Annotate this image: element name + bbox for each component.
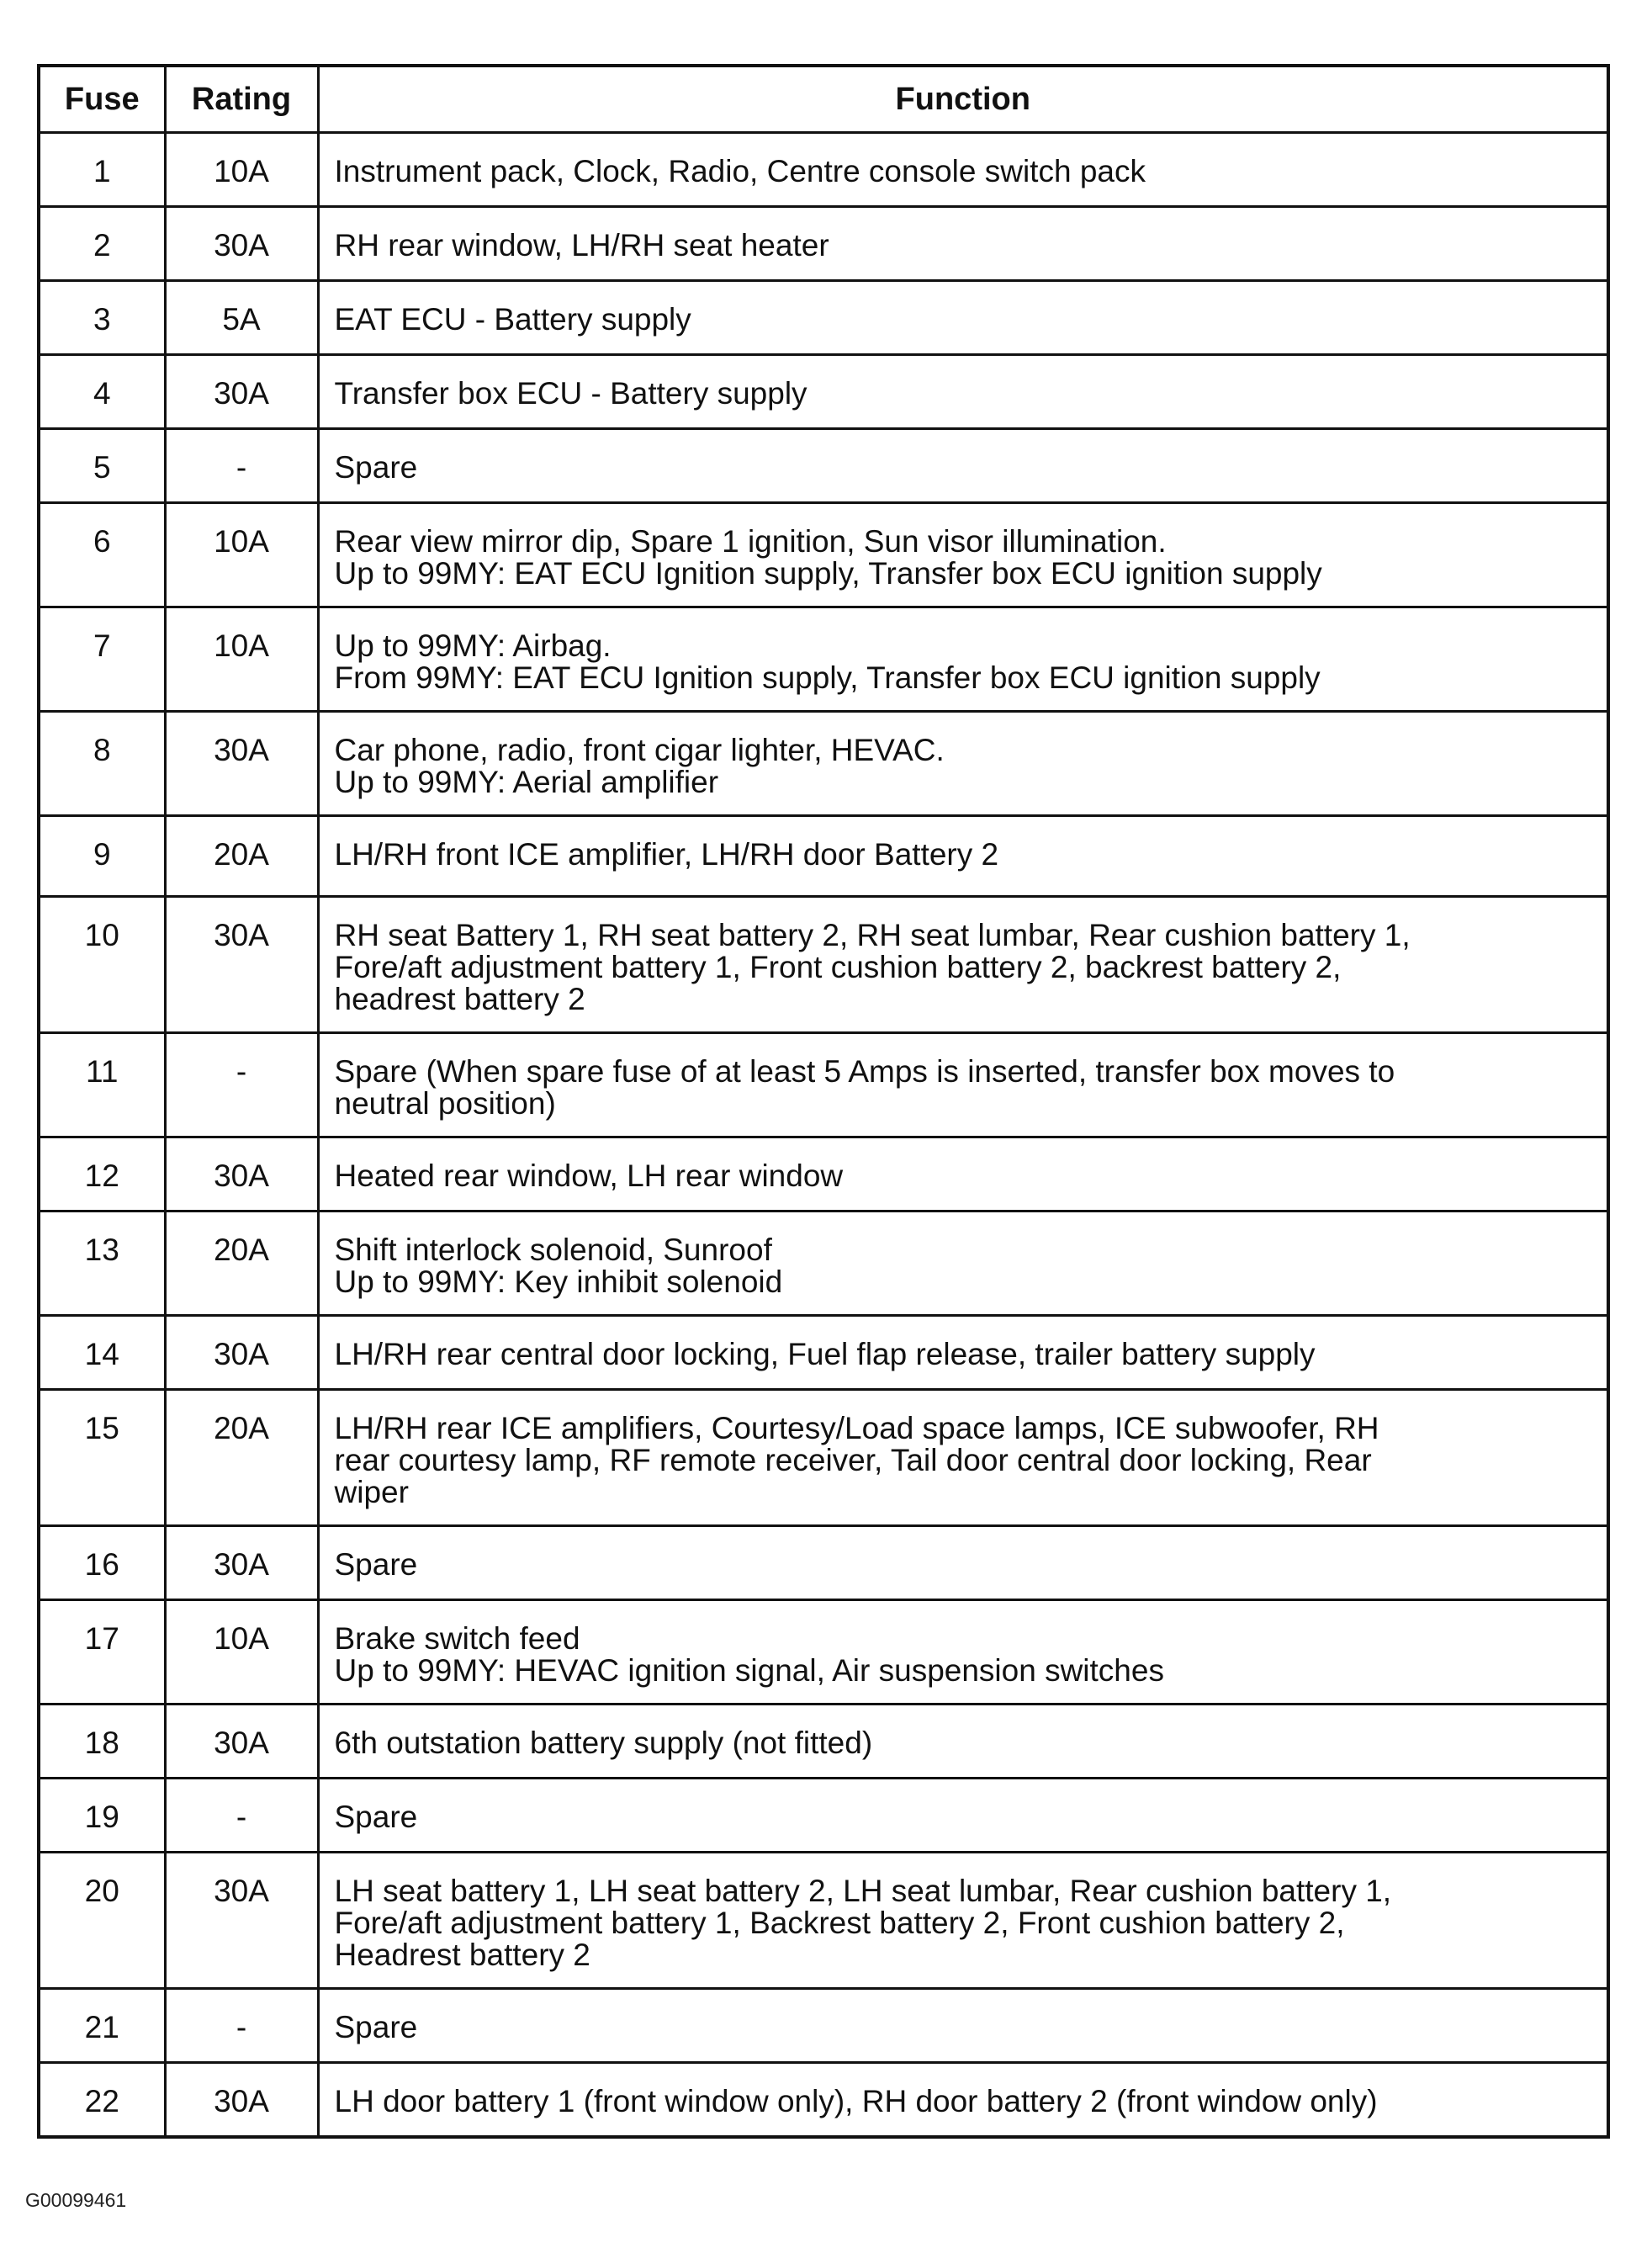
- fuse-rating: 20A: [165, 1390, 318, 1526]
- fuse-rating: 30A: [165, 207, 318, 281]
- fuse-function: Spare: [318, 1989, 1608, 2063]
- fuse-rating: 10A: [165, 607, 318, 712]
- fuse-function: Shift interlock solenoid, Sunroof Up to 99MY: Key inhibit solenoid: [318, 1212, 1608, 1316]
- fuse-function: 6th outstation battery supply (not fitted): [318, 1705, 1608, 1779]
- fuse-rating: 30A: [165, 1705, 318, 1779]
- table-row: [39, 1705, 1608, 1779]
- fuse-function: LH/RH rear ICE amplifiers, Courtesy/Load space lamps, ICE subwoofer, RH rear courtesy lamp, RF remote receiver, Tail door central door locking, Rear wiper: [318, 1390, 1608, 1526]
- fuse-number: 19: [39, 1779, 165, 1853]
- table-row: [39, 281, 1608, 355]
- fuse-rating: 5A: [165, 281, 318, 355]
- fuse-number: 9: [39, 816, 165, 897]
- fuse-number: 15: [39, 1390, 165, 1526]
- fuse-rating: 30A: [165, 712, 318, 816]
- fuse-function: EAT ECU - Battery supply: [318, 281, 1608, 355]
- fuse-function: Brake switch feed Up to 99MY: HEVAC ignition signal, Air suspension switches: [318, 1600, 1608, 1705]
- fuse-rating: 30A: [165, 1316, 318, 1390]
- table-row: [39, 207, 1608, 281]
- fuse-rating: 30A: [165, 355, 318, 429]
- fuse-function: Spare (When spare fuse of at least 5 Amps is inserted, transfer box moves to neutral position): [318, 1033, 1608, 1137]
- fuse-number: 20: [39, 1853, 165, 1989]
- fuse-number: 10: [39, 897, 165, 1033]
- fuse-rating: 10A: [165, 1600, 318, 1705]
- fuse-function: LH/RH front ICE amplifier, LH/RH door Battery 2: [318, 816, 1608, 897]
- fuse-rating: -: [165, 1779, 318, 1853]
- table-row: [39, 133, 1608, 207]
- fuse-number: 3: [39, 281, 165, 355]
- fuse-number: 13: [39, 1212, 165, 1316]
- table-row: [39, 1989, 1608, 2063]
- fuse-function: Car phone, radio, front cigar lighter, HEVAC. Up to 99MY: Aerial amplifier: [318, 712, 1608, 816]
- fuse-rating: 20A: [165, 1212, 318, 1316]
- fuse-function: Spare: [318, 1526, 1608, 1600]
- table-row: [39, 607, 1608, 712]
- fuse-rating: 30A: [165, 897, 318, 1033]
- table-row: [39, 2063, 1608, 2137]
- header-fuse: Fuse: [39, 66, 165, 133]
- fuse-number: 14: [39, 1316, 165, 1390]
- fuse-rating: -: [165, 1989, 318, 2063]
- fuse-function: LH/RH rear central door locking, Fuel flap release, trailer battery supply: [318, 1316, 1608, 1390]
- table-row: [39, 712, 1608, 816]
- table-row: [39, 355, 1608, 429]
- table-row: [39, 503, 1608, 607]
- fuse-number: 5: [39, 429, 165, 503]
- table-row: [39, 1526, 1608, 1600]
- table-body: [39, 133, 1608, 2137]
- table-row: [39, 1853, 1608, 1989]
- table-row: [39, 1316, 1608, 1390]
- table-row: [39, 1600, 1608, 1705]
- fuse-function: Spare: [318, 429, 1608, 503]
- fuse-function: Up to 99MY: Airbag. From 99MY: EAT ECU Ignition supply, Transfer box ECU ignition supply: [318, 607, 1608, 712]
- fuse-number: 12: [39, 1137, 165, 1212]
- fuse-number: 22: [39, 2063, 165, 2137]
- table-row: [39, 1137, 1608, 1212]
- fuse-rating: 30A: [165, 1526, 318, 1600]
- fuse-number: 21: [39, 1989, 165, 2063]
- fuse-rating: -: [165, 1033, 318, 1137]
- fuse-function: Heated rear window, LH rear window: [318, 1137, 1608, 1212]
- fuse-number: 18: [39, 1705, 165, 1779]
- fuse-number: 8: [39, 712, 165, 816]
- header-function: Function: [318, 66, 1608, 133]
- fuse-number: 17: [39, 1600, 165, 1705]
- fuse-function: RH seat Battery 1, RH seat battery 2, RH seat lumbar, Rear cushion battery 1, Fore/aft adjustment battery 1, Front cushion battery 2, backrest battery 2, headrest battery 2: [318, 897, 1608, 1033]
- fuse-number: 1: [39, 133, 165, 207]
- fuse-rating: 30A: [165, 2063, 318, 2137]
- fuse-rating: -: [165, 429, 318, 503]
- fuse-function: LH seat battery 1, LH seat battery 2, LH seat lumbar, Rear cushion battery 1, Fore/aft adjustment battery 1, Backrest battery 2, Front cushion battery 2, Headrest battery 2: [318, 1853, 1608, 1989]
- fuse-number: 2: [39, 207, 165, 281]
- fuse-number: 7: [39, 607, 165, 712]
- header-row: [39, 66, 1608, 133]
- fuse-number: 16: [39, 1526, 165, 1600]
- fuse-function: RH rear window, LH/RH seat heater: [318, 207, 1608, 281]
- fuse-function: Transfer box ECU - Battery supply: [318, 355, 1608, 429]
- fuse-function: Spare: [318, 1779, 1608, 1853]
- table-row: [39, 1033, 1608, 1137]
- table-row: [39, 429, 1608, 503]
- fuse-function: LH door battery 1 (front window only), RH door battery 2 (front window only): [318, 2063, 1608, 2137]
- fuse-rating: 30A: [165, 1853, 318, 1989]
- table-row: [39, 1212, 1608, 1316]
- header-rating: Rating: [165, 66, 318, 133]
- fuse-number: 4: [39, 355, 165, 429]
- table-row: [39, 1779, 1608, 1853]
- fuse-rating: 30A: [165, 1137, 318, 1212]
- fuse-rating: 10A: [165, 133, 318, 207]
- table-row: [39, 1390, 1608, 1526]
- fuse-function: Instrument pack, Clock, Radio, Centre console switch pack: [318, 133, 1608, 207]
- fuse-number: 11: [39, 1033, 165, 1137]
- fuse-table: [37, 64, 1610, 2139]
- table-row: [39, 816, 1608, 897]
- fuse-function: Rear view mirror dip, Spare 1 ignition, Sun visor illumination. Up to 99MY: EAT ECU Ignition supply, Transfer box ECU ignition supply: [318, 503, 1608, 607]
- fuse-rating: 10A: [165, 503, 318, 607]
- figure-code: G00099461: [25, 2189, 127, 2211]
- fuse-rating: 20A: [165, 816, 318, 897]
- table-row: [39, 897, 1608, 1033]
- fuse-number: 6: [39, 503, 165, 607]
